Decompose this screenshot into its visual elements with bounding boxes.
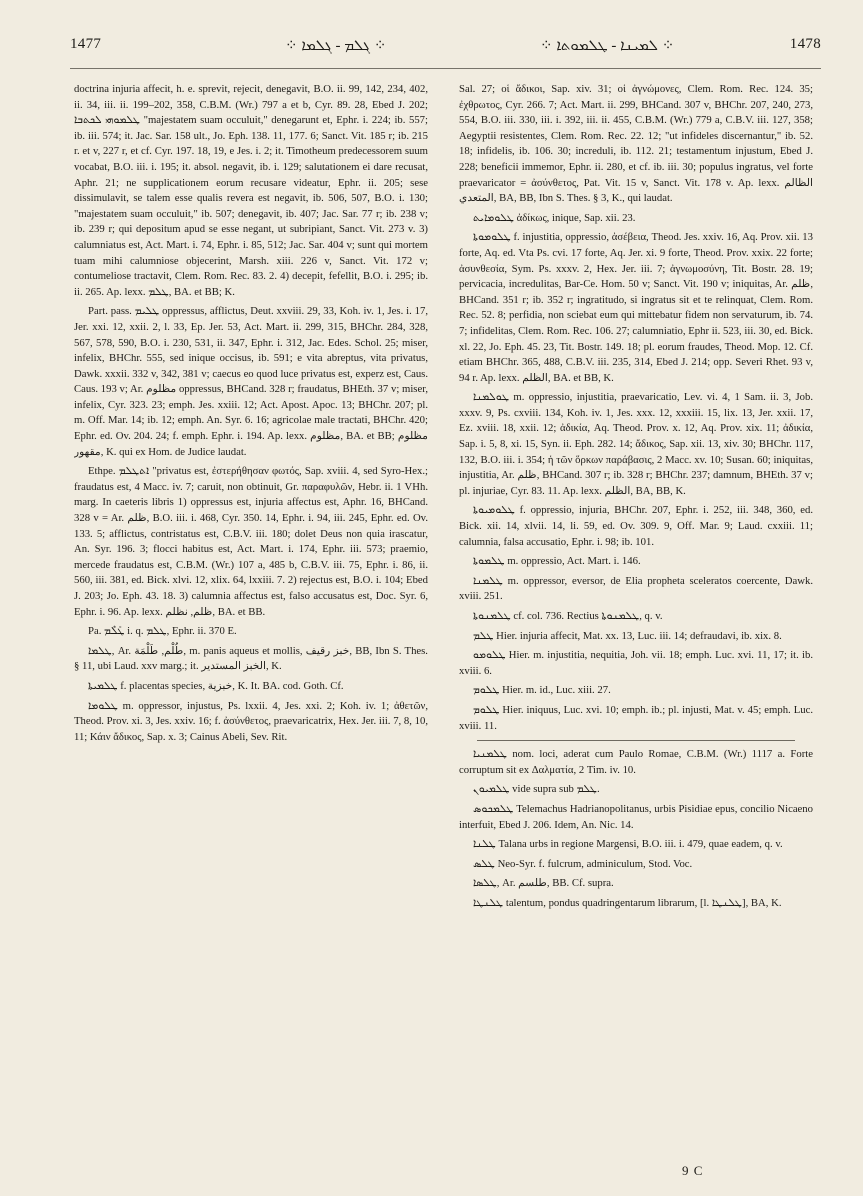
entry-paragraph: ܛܠܘܡ Hier. m. id., Luc. xiii. 27. bbox=[473, 684, 611, 697]
right-running-title: ⁘ ܠܡܝܢܐ - ܛܠܡܘܬܐ ⁘ bbox=[540, 38, 675, 54]
entry-paragraph: ܛܠܣܐ, Ar. طلسم, BB. Cf. supra. bbox=[473, 877, 614, 890]
entry-paragraph: ܛܠܡܐ, Ar. طُلْم, طَلْمَة, m. panis aqueus et mollis, خبز رقيف, BB, Ibn S. Thes. § 11, ubi Laud. xxv marg.; it. الخبز المستدير, K. bbox=[74, 644, 428, 673]
entry-paragraph: Part. pass. ܛܠܝܡ oppressus, afflictus, Deut. xxviii. 29, 33, Koh. iv. 1, Jes. i. 17, Jer. xxi. 12, xxii. 2, l. 33, Ep. Jer. 53, Act. Mart. ii. 299, 315, BHChr. 284, 328, 567, 578, 590, B.O. i. 230, 531, ii. 347, Ephr. i. 312, Jac. Edes. Schol. 25; miser, infelix, BHChr. 555, sed inique occisus, ib. 591; e vita abreptus, vita privatus, Dawk. xxxii. 332 v, 342, 381 v; caecus eo quod luce privatus est, experz est, Caus. Caus. 193 v; Ar. مظلوم oppressus, BHCand. 328 r; fraudatus, BHEth. 37 v; miser, infelix, Cyr. 323. 23; emph. Jes. xxiii. 12; Act. Apost. Apoc. 13; BHChr. 207; pl. m. Off. Mar. 14; ib. 12; emph. An. Syr. 6. 16; agricolae male tractati, BHChr. 420; Ephr. ed. Ov. 204. 24; f. emph. Ephr. i. 194. Ap. lexx. مظلوم, BA. et BB; مظلوم مقهور, K. qui ex Hom. de Judice laudat. bbox=[74, 305, 428, 458]
entry-paragraph: ܛܠܡܝܘܢ vide supra sub ܛܠܡ. bbox=[473, 783, 600, 796]
entry-paragraph: ܛܘܠܡܢܐ m. oppressio, injustitia, praevaricatio, Lev. vi. 4, 1 Sam. ii. 3, Job. xxxv. 9, Ps. cxviii. 134, Koh. iv. 1, Jes. xxx. 12, xxxiii. 15, lix. 13, Jer. xxii. 17, Ez. xviii. 18, xxii. 12; ἀδικία, Aq. Theod. Prov. x. 12, Aq. Prov. xix. 11; ἀδικία, Sap. i. 5, 8, xi. 15, Syn. ii. Eph. 282. 14; ἄδικος, Sap. xii. 13, xiv. 30; BHChr. 117, 132, B.O. iii. i. 354; ἡ τῶν ὅρκων παράβασις, 2 Macc. xv. 10; Susan. 60; iniquitas, injustitia, Ar. ظلم, BHCand. 307 r; ib. 328 r; BHChr. 237; damnum, BHEth. 37 v; pl. injuriae, Cyr. 83. 11. Ap. lexx. الظلم, BA, BB, K. bbox=[459, 391, 813, 497]
entry-paragraph: ܛܠܡܢܐ m. oppressor, eversor, de Elia propheta sceleratos coercente, Dawk. xviii. 251. bbox=[459, 574, 813, 603]
section-divider bbox=[477, 740, 796, 741]
entry-paragraph: ܛܠܢܛܐ talentum, pondus quadringentarum librarum, [l. ܛܠܢܛܐ], BA, K. bbox=[473, 896, 782, 909]
left-page-number: 1477 bbox=[70, 36, 102, 52]
entry-paragraph: ܛܠܣ Neo-Syr. f. fulcrum, adminiculum, Stod. Voc. bbox=[473, 857, 693, 870]
entry-paragraph: Ethpe. ܐܬܛܠܡ "privatus est, ἐστερήθησαν φωτός, Sap. xviii. 4, sed Syro-Hex.; fraudatus est, 4 Macc. iv. 7; caruit, non obtinuit, Gr. παραφυλῶν, Hebr. ii. 1 VHh. marg. In caeteris libris 1) oppressus est, injuria affectus est, Aphr. 16, BHCand. 328 v = Ar. ظلم, B.O. iii. i. 468, Cyr. 350. 14, Ephr. i. 94, iii. 245, Ephr. ed. Ov. 133. 5; afflictus, contristatus est, C.B.V. iii. 180; dolet Deus non quia irascatur, An. Syr. 196. 3; flocci habitus est, Act. Mart. i. 174, Ephr. iii. 573; praemio, mercede fraudatus est, C.B.M. (Wr.) 107 a, 485 b, C.B.V. iii. 75, Ephr. i. 86, ii. 560, iii. 381, ed. Bick. xlvi. 12, xlix. 64, lxxiii. 7. 2) rejectus est, B.O. i. 104; Ebed J. 203; Jo. Eph. 43. 18. 3) calumnia affectus est, falso accusatus est, Doc. Syr. 6, Ephr. i. 96. Ap. lexx. ظلم, نظلم, BA. et BB. bbox=[74, 465, 428, 618]
entry-paragraph: ܛܠܘܡܝܘܬܐ f. oppressio, injuria, BHChr. 207, Ephr. i. 252, iii. 348, 360, ed. Bick. xii. 14, xlvii. 14, li. 59, ed. Ov. 309. 9, Off. Mar. 9; Laud. cxxiii. 11; calumnia, falsa accusatio, Ephr. i. 98; ib. 101. bbox=[459, 504, 813, 548]
left-column bbox=[74, 82, 428, 1167]
entry-paragraph: Sal. 27; οἱ ἄδικοι, Sap. xiv. 31; οἱ ἀγνώμονες, Clem. Rom. Rec. 124. 35; ἐχθρωτος, Cyr. 266. 7; Act. Mart. ii. 299, BHCand. 307 v, BHChr. 207, 240, 273, 554, B.O. iii. 330, iii. i. 392, iii. ii. 455, C.B.M. (Wr.) 779 a, C.B.V. iii. 127, 358; Aegyptii resistentes, Clem. Rom. Rec. 22. 12; "ut infideles discernantur," ib. 52. 18; infidelis, ib. 106. 30; increduli, ib. 112. 21; testamentum injustum, Ebed J. 228; beneficii immemor, Ephr. ii. 280, et cf. ib. iii. 30; populus ingratus, vel forte praevaricator = ἀσύνθετος, Pat. Vit. 15 v, Sanct. Vit. 178 v. Ap. lexx. الظالم المتعدي, BA, BB, Ibn S. Thes. § 3, K., qui laudat. bbox=[459, 83, 813, 205]
entry-paragraph: ܛܠܘܡ Hier. iniquus, Luc. xvi. 10; emph. ib.; pl. injusti, Mat. v. 45; emph. Luc. xviii. 11. bbox=[459, 703, 813, 732]
entry-paragraph: ܛܠܘܡܘܬܐ f. injustitia, oppressio, ἀσέβεια, Theod. Jes. xxiv. 16, Aq. Prov. xii. 13 forte, Aq. ed. Vta Ps. cvi. 17 forte, Aq. Jer. xi. 9 forte, Theod. Prov. xxix. 22 forte; ἀσυνθεσία, Sym. Ps. xxxv. 2, Hex. Jer. iii. 7; ἀγνωμοσύνη, Tit. Bostr. 28. 19; pervicacia, incredulitas, Bar-Ce. Hom. 50 v; Sanct. Vit. 190 v; iniquitas, Ar. ظلم, BHCand. 351 r; ib. 352 r; ingratitudo, si ingratus sit et te relinquat, Clem. Rom. Rec. 52. 8; perfidia, non sciebat eum qui mittebatur fidem non servaturum, ib. 74. 7; infidelitas, Clem. Rom. Rec. 106. 27; calumniatio, Ephr ii. 523, iii. 30, ed. Bick. xl. 22, Jo. Eph. 45. 23, Tit. Bostr. 149. 18; pl. eorum fraudes, Theod. Mop. 12. Cf. etiam BHChr. 365, 488, C.B.V. iii. 235, 314, Ebed J. 214; opp. Severi Rhet. 93 v, 94 r. Ap. lexx. الظلم, BA. et BB, K. bbox=[459, 231, 813, 384]
entry-paragraph: ܛܠܘܡܐܝܬ ἀδίκως, inique, Sap. xii. 23. bbox=[473, 211, 636, 224]
header-rule bbox=[70, 68, 821, 69]
signature-mark: 9 C bbox=[682, 1163, 704, 1178]
entry-paragraph: ܛܠܡܘܬܐ m. oppressio, Act. Mart. i. 146. bbox=[473, 555, 641, 568]
entry-paragraph: doctrina injuria affecit, h. e. sprevit, rejecit, denegavit, B.O. ii. 99, 142, 234, 402, ii. 34, iii. ii. 199–202, 358, C.B.M. (Wr.) 797 a et b, Cyr. 89. 28, Ebed J. 202; ܛܠܡܘܗܝ ܠܟܬܒܐ "majestatem suam occuluit," denegarunt et, Ephr. i. 224; ib. 557; ib. iii. 574; it. Jac. Sar. 158 ult., Jo. Eph. 138. 11, 177. 6; Sanct. Vit. 185 r; ib. 215 r. et v, 227 r, et cf. Cyr. 197. 18, 19, e Jes. i. 2; it. Timotheum predecessorem suum vocabat, B.O. iii. i. 195; it. absol. negavit, ib. i. 129; salutationem ei dare recusat, Aphr. 21; ne supplicationem eorum recusare videatur, Ephr. ii. 205; sese dissimulavit, se talem esse qualis revera est negavit, ib. 506, 507, B.O. i. 130; "majestatem suam occuluit," ib. 507; denegavit, ib. 407; Jac. Sar. 77 r; ib. 238 v; ib. 239 r; qui depositum apud se esse negant, ut subripiant, Sanct. Vit. 273 v. 3) calumniatus est, Act. Mart. i. 74, Ephr. i. 85, 512; Jac. Sar. 404 v; sunt qui mortem tuam mihi calumniose objecerint, Marsh. xiii. 226 v, Sanct. Vit. 172 v; contumeliose tractavit, Clem. Rom. Rec. 83. 2. 4) decepit, fefellit, B.O. i. 295; ib. ii. 265. Ap. lexx. ܛܠܡ, BA. et BB; K. bbox=[74, 83, 428, 298]
right-page-number: 1478 bbox=[789, 36, 821, 52]
entry-paragraph: ܛܠܡܢܘܬܐ cf. col. 736. Rectius ܛܠܡܢܘܬܐ, q. v. bbox=[473, 610, 663, 622]
entry-paragraph: ܛܠܘܡܘ Hier. m. injustitia, nequitia, Joh. vii. 18; emph. Luc. xvi. 11, 17; it. ib. xviii. 6. bbox=[459, 649, 813, 677]
entry-paragraph: ܛܠܡܝܬܐ f. placentas species, خبزية, K. It. BA. cod. Goth. Cf. bbox=[88, 679, 344, 692]
left-running-title: ⁘ ܓܠܡ - ܓܠܡܐ ⁘ bbox=[285, 38, 387, 54]
entry-paragraph: ܛܠܘܡܐ m. oppressor, injustus, Ps. lxxii. 4, Jes. xxi. 2; Koh. iv. 1; ἀθετῶν, Theod. Prov. xi. 3, Jes. xxiv. 16; f. ἀσύνθετος, praevaricatrix, Hex. Jer. iii. 7, 8, 10, 11; Κάιν ἄδικος, Sap. x. 3; Cainus Abeli, Sev. Rit. bbox=[74, 699, 428, 743]
entry-paragraph: ܛܠܡܟܘܣ Telemachus Hadrianopolitanus, urbis Pisidiae epus, concilio Nicaeno interfuit, Ebed J. 206. Idem, An. Nic. 14. bbox=[459, 802, 813, 831]
entry-paragraph: Pa. ܛܰܠܶܡ i. q. ܛܠܡ, Ephr. ii. 370 E. bbox=[88, 625, 237, 638]
entry-paragraph: ܛܠܢܐ Talana urbs in regione Margensi, B.O. iii. i. 479, quae eadem, q. v. bbox=[473, 838, 783, 851]
entry-paragraph: ܛܠܡ Hier. injuria affecit, Mat. xx. 13, Luc. iii. 14; defraudavi, ib. xix. 8. bbox=[473, 629, 782, 642]
right-column bbox=[459, 82, 813, 1167]
entry-paragraph: ܛܠܡܢܝܐ nom. loci, aderat cum Paulo Romae, C.B.M. (Wr.) 1117 a. Forte corruptum sit ex Δαλματία, 2 Tim. iv. 10. bbox=[459, 748, 813, 776]
